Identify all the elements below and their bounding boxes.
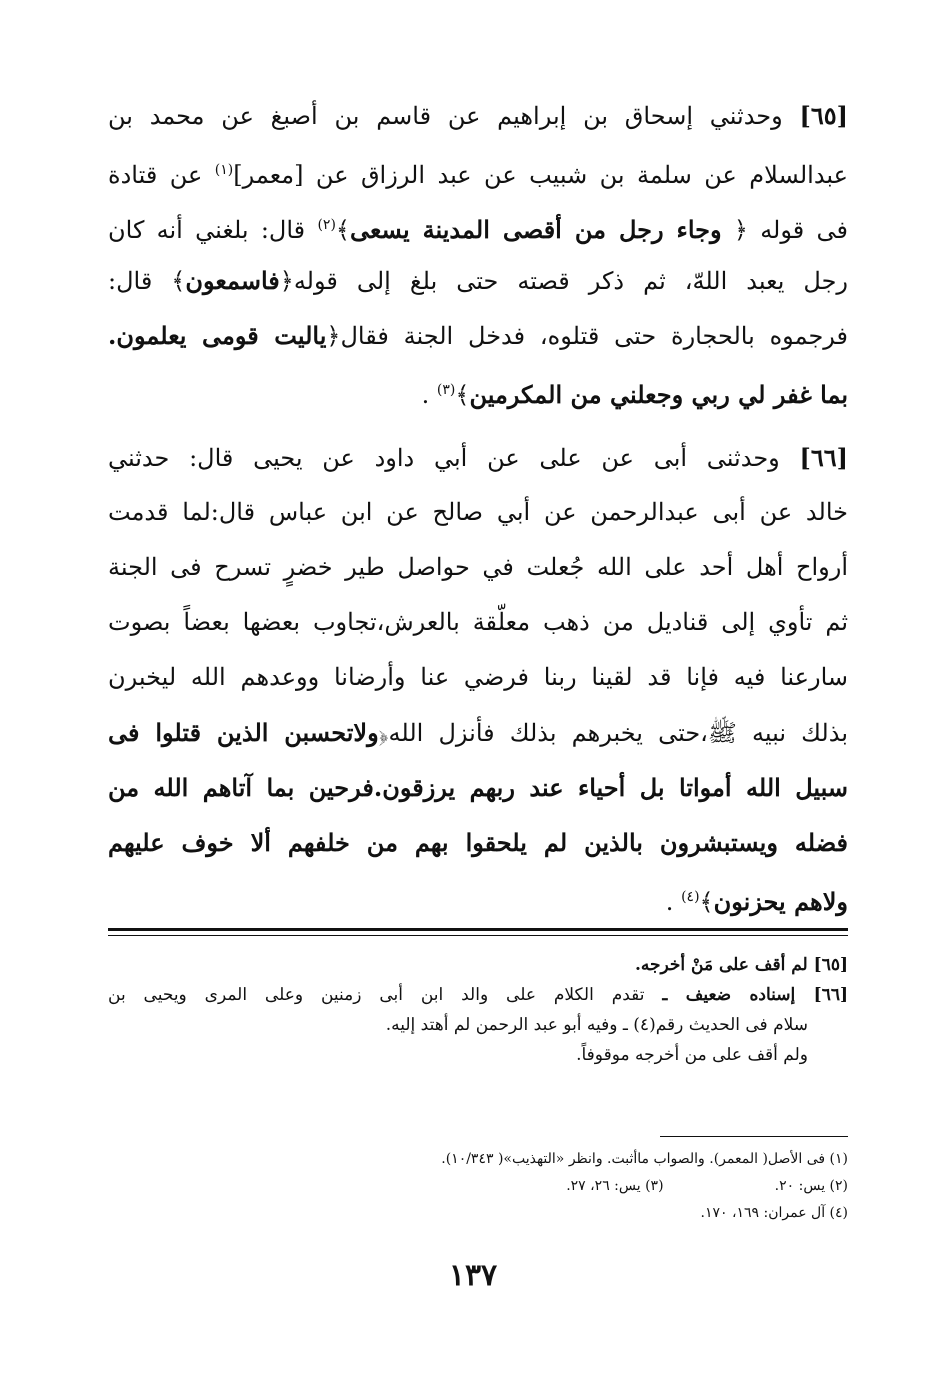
text-segment: قال: بلغني أنه كان: [108, 216, 306, 244]
main-text: [108, 88, 848, 937]
footnote-3: (٣) يس: ٢٦، ٢٧.: [566, 1178, 664, 1194]
quran-verse: ياليت قومى يعلمون.: [108, 321, 327, 350]
footnote-divider: [660, 1136, 848, 1137]
takhrij-66-line: [108, 980, 848, 1010]
text-segment: فى قوله ﴿: [733, 216, 848, 244]
footnote-row: [108, 1173, 848, 1200]
text-segment: ثم تأوي إلى قناديل من ذهب معلّقة بالعرش،تجاوب بعضها بعضاً بصوت: [108, 608, 848, 636]
text-segment: ﴾: [455, 381, 470, 409]
quran-verse: فضله ويستبشرون بالذين لم يلحقوا بهم من خلفهم ألا خوف عليهم: [108, 828, 848, 857]
text-line: [108, 650, 848, 705]
footnotes: [108, 1146, 848, 1227]
text-segment: وحدثني إسحاق بن إبراهيم عن قاسم بن أصبغ عن محمد بن: [108, 102, 783, 130]
text-line: [108, 485, 848, 540]
text-line: [108, 595, 848, 650]
takhrij-66-label: [٦٦] إسناده ضعيف ـ: [662, 985, 849, 1005]
text-line: [108, 815, 848, 870]
footnote-ref[interactable]: (٢): [317, 217, 336, 233]
text-line: [108, 143, 848, 198]
quran-verse: ولاهم يحزنون: [713, 887, 848, 916]
text-segment: عن قتادة: [108, 161, 203, 189]
text-line: [108, 430, 848, 485]
text-line: [108, 253, 848, 308]
quran-verse: سبيل الله أمواتا بل أحياء عند ربهم يرزقون.فرحين بما آتاهم الله من: [108, 773, 848, 802]
quran-verse: بما غفر لي ربي وجعلني من المكرمين: [469, 380, 848, 409]
text-segment: ﴾: [699, 888, 714, 916]
text-line: [108, 88, 848, 143]
hadith-number: [٦٥]: [799, 101, 848, 130]
text-line: [108, 705, 848, 760]
text-segment: عبدالسلام عن سلمة بن شبيب عن عبد الرزاق عن [معمر]: [233, 161, 848, 189]
text-line: [108, 198, 848, 253]
divider: [108, 928, 848, 931]
text-segment: .: [421, 381, 430, 409]
hadith-66: [108, 430, 848, 925]
page-number: ١٣٧: [448, 1258, 498, 1293]
takhrij-66-line: سلام فى الحديث رقم(٤) ـ وفيه أبو عبد الرحمن لم أهتد إليه.: [385, 1015, 808, 1035]
text-segment: سارعنا فيه فإنا قد لقينا ربنا فرضي عنا وأرضانا ووعدهم الله ليخبرن: [108, 663, 848, 691]
hadith-number: [٦٦]: [799, 443, 848, 472]
takhrij-66-line: ولم أقف على من أخرجه موقوفاً.: [576, 1045, 808, 1065]
takhrij-section: [108, 950, 848, 1070]
footnote-ref[interactable]: (٤): [681, 889, 700, 905]
quran-verse: فاسمعون: [185, 266, 280, 295]
text-segment: وحدثنى أبى عن على عن أبي داود عن يحيى قال: حدثني: [108, 444, 780, 472]
quran-verse: وجاء رجل من أقصى المدينة يسعى: [349, 215, 722, 244]
footnote-1: (١) فى الأصل( المعمر). والصواب ماأثبت. وانظر «التهذيب»( ١٠/٣٤٣).: [441, 1151, 848, 1167]
hadith-65: [108, 88, 848, 418]
footnote-ref[interactable]: (١): [214, 162, 234, 178]
takhrij-65: [٦٥] لم أقف على مَنْ أخرجه.: [634, 955, 848, 975]
text-line: [108, 540, 848, 595]
text-segment: رجل يعبد اللهّ، ثم ذكر قصته حتى بلغ إلى قوله﴿: [279, 267, 848, 295]
text-line: [108, 363, 848, 418]
text-line: [108, 308, 848, 363]
footnote-ref[interactable]: (٣): [436, 382, 456, 398]
footnote-2: (٢) يس: ٢٠.: [774, 1178, 848, 1194]
text-segment: خالد عن أبى عبدالرحمن عن أبي صالح عن ابن عباس قال:لما قدمت: [108, 498, 848, 526]
text-line: [108, 870, 848, 925]
text-segment: أرواح أهل أحد على الله جُعلت في حواصل طير خضرٍ تسرح فى الجنة: [108, 553, 848, 581]
text-segment: ﴾: [335, 216, 350, 244]
footnote-4: (٤) آل عمران: ١٦٩، ١٧٠.: [700, 1205, 848, 1221]
text-segment: بذلك نبيه ﷺ،حتى يخبرهم بذلك فأنزل الله﴿: [378, 719, 848, 747]
text-segment: تقدم الكلام على والد ابن أبى زمنين وعلى المرى ويحيى بن: [108, 985, 645, 1005]
text-segment: ﴾ قال:: [108, 267, 186, 295]
quran-verse: ولاتحسبن الذين قتلوا فى: [108, 718, 379, 747]
divider: [108, 935, 848, 936]
text-segment: .: [665, 888, 674, 916]
text-segment: فرجموه بالحجارة حتى قتلوه، فدخل الجنة فقال﴿: [326, 322, 848, 350]
text-line: [108, 760, 848, 815]
